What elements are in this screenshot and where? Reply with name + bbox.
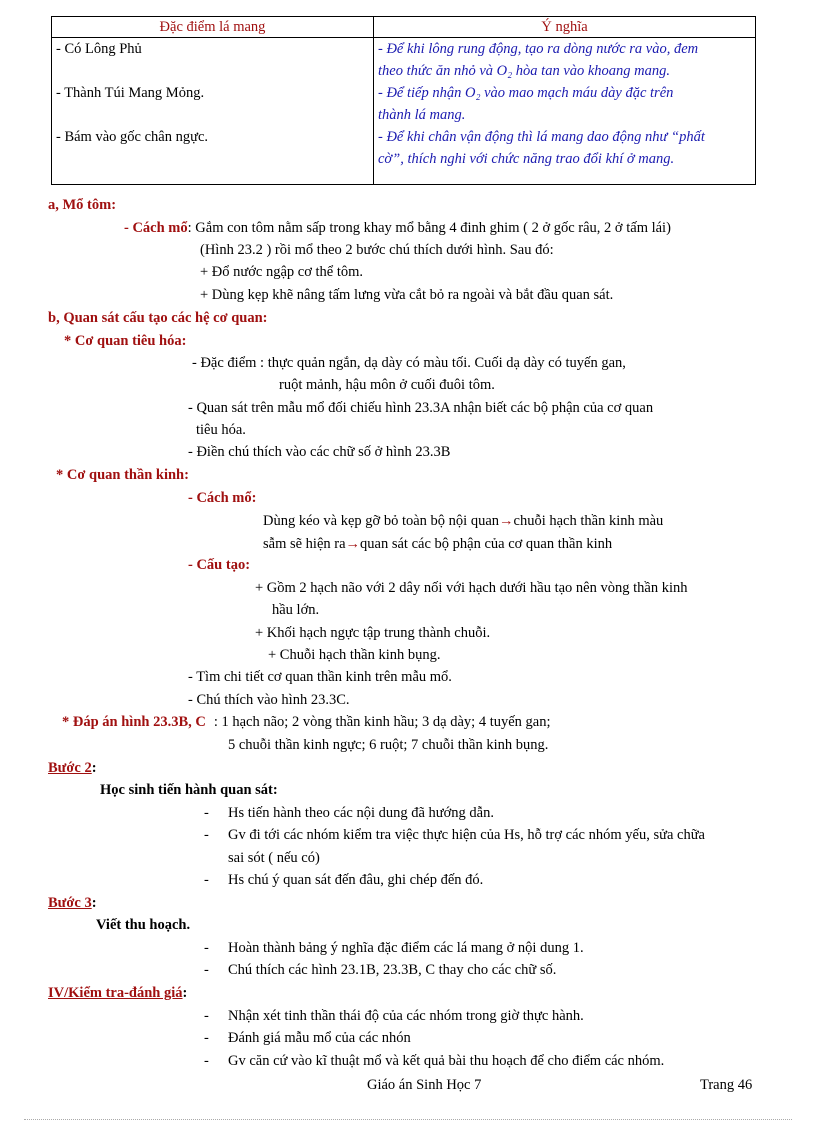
buoc2-item: Gv đi tới các nhóm kiểm tra việc thực hiện của Hs, hỗ trợ các nhóm yếu, sửa chữa bbox=[228, 827, 705, 843]
tieu-hoa-line-4: tiêu hóa. bbox=[196, 422, 246, 438]
list-dash: - bbox=[204, 872, 209, 888]
table-cell-features bbox=[52, 38, 374, 185]
list-dash: - bbox=[204, 940, 209, 956]
buoc2-item: Hs tiến hành theo các nội dung đã hướng dẫn. bbox=[228, 805, 494, 821]
footer-title: Giáo án Sinh Học 7 bbox=[367, 1077, 482, 1093]
page-number: Trang 46 bbox=[700, 1077, 753, 1093]
list-dash: - bbox=[204, 827, 209, 843]
chu-thich: - Chú thích vào hình 23.3C. bbox=[188, 692, 350, 708]
cach-mo-text-2b: quan sát các bộ phận của cơ quan thần kinh bbox=[360, 536, 613, 552]
feature-item: - Thành Túi Mang Mỏng. bbox=[56, 85, 205, 101]
tieu-hoa-line-5: - Điền chú thích vào các chữ số ở hình 23.3B bbox=[188, 444, 451, 460]
section-a-line-1 bbox=[124, 219, 671, 237]
kiem-tra-heading: IV/Kiểm tra-đánh giá bbox=[48, 985, 183, 1001]
buoc2-colon: : bbox=[91, 760, 97, 776]
than-kinh-cach-mo-label: - Cách mổ: bbox=[188, 490, 257, 506]
cach-mo-label: - Cách mổ bbox=[124, 220, 188, 236]
table-cell-meanings bbox=[374, 38, 756, 185]
buoc2-item: Hs chú ý quan sát đến đâu, ghi chép đến đó. bbox=[228, 872, 484, 888]
cau-tao-line-2: hầu lớn. bbox=[272, 602, 320, 618]
cach-mo-text: : Gắm con tôm nằm sấp trong khay mổ bằng 4 đinh ghim ( 2 ở gốc râu, 2 ở tấm lái) bbox=[187, 220, 671, 236]
kiem-tra-item: Gv căn cứ vào kĩ thuật mổ và kết quả bài thu hoạch để cho điểm các nhóm. bbox=[228, 1053, 665, 1069]
meaning-line: thành lá mang. bbox=[378, 107, 466, 123]
tieu-hoa-line-1: - Đặc điểm : thực quản ngắn, dạ dày có màu tối. Cuối dạ dày có tuyến gan, bbox=[192, 355, 626, 371]
buoc3-item: Chú thích các hình 23.1B, 23.3B, C thay cho các chữ số. bbox=[228, 962, 557, 978]
section-a-line-3: + Đổ nước ngập cơ thể tôm. bbox=[200, 264, 364, 280]
cau-tao-line-1: + Gồm 2 hạch não với 2 dây nối với hạch dưới hầu tạo nên vòng thần kinh bbox=[255, 580, 688, 596]
meaning-line: - Để khi lông rung động, tạo ra dòng nước ra vào, đem bbox=[378, 41, 699, 57]
dap-an-line-1 bbox=[62, 713, 551, 731]
buoc2-item: sai sót ( nếu có) bbox=[228, 850, 320, 866]
cau-tao-label: - Cấu tạo: bbox=[188, 557, 251, 573]
tieu-hoa-heading: * Cơ quan tiêu hóa: bbox=[64, 333, 187, 349]
cach-mo-text-1a: Dùng kéo và kẹp gỡ bỏ toàn bộ nội quan bbox=[263, 513, 500, 529]
cau-tao-line-3: + Khối hạch ngực tập trung thành chuỗi. bbox=[255, 625, 491, 641]
cach-mo-line-2 bbox=[263, 535, 612, 553]
cau-tao-line-4: + Chuỗi hạch thần kinh bụng. bbox=[268, 647, 441, 663]
meaning-line: - Để khi chân vận động thì lá mang dao động như “phất bbox=[378, 129, 705, 145]
dap-an-text-1: : 1 hạch não; 2 vòng thần kinh hầu; 3 dạ dày; 4 tuyến gan; bbox=[213, 714, 551, 730]
kiem-tra-item: Đánh giá mẫu mổ của các nhón bbox=[228, 1030, 411, 1046]
cach-mo-text-2a: sẫm sẽ hiện ra bbox=[263, 536, 346, 552]
section-a-line-4: + Dùng kẹp khẽ nâng tấm lưng vừa cắt bỏ ra ngoài và bắt đầu quan sát. bbox=[200, 287, 614, 303]
dap-an-label: * Đáp án hình 23.3B, C bbox=[62, 714, 206, 730]
section-b-heading: b, Quan sát cấu tạo các hệ cơ quan: bbox=[48, 310, 268, 326]
list-dash: - bbox=[204, 805, 209, 821]
tieu-hoa-line-2: ruột mảnh, hậu môn ở cuối đuôi tôm. bbox=[279, 377, 495, 393]
buoc3-heading: Bước 3 bbox=[48, 895, 92, 911]
table-header-meaning: Ý nghĩa bbox=[374, 17, 756, 38]
list-dash: - bbox=[204, 962, 209, 978]
table-header-feature: Đặc điểm lá mang bbox=[52, 17, 374, 38]
buoc3-item: Hoàn thành bảng ý nghĩa đặc điểm các lá mang ở nội dung 1. bbox=[228, 940, 584, 956]
feature-item: - Bám vào gốc chân ngực. bbox=[56, 129, 209, 145]
tieu-hoa-line-3: - Quan sát trên mẫu mổ đối chiếu hình 23.3A nhận biết các bộ phận của cơ quan bbox=[188, 400, 654, 416]
meaning-line: - Để tiếp nhận O₂ vào mao mạch máu dày đặc trên bbox=[378, 85, 674, 101]
kiem-tra-heading-line bbox=[48, 984, 187, 1002]
meaning-line: cờ”, thích nghi với chức năng trao đổi khí ở mang. bbox=[378, 151, 675, 167]
meaning-line: theo thức ăn nhỏ và O₂ hòa tan vào khoang mang. bbox=[378, 63, 671, 79]
cach-mo-text-1b: chuỗi hạch thần kinh màu bbox=[513, 513, 664, 529]
list-dash: - bbox=[204, 1053, 209, 1069]
cach-mo-line-1 bbox=[263, 512, 663, 530]
arrow-icon: → bbox=[345, 536, 361, 552]
buoc2-heading-line bbox=[48, 759, 97, 777]
buoc3-colon: : bbox=[91, 895, 97, 911]
buoc2-sub: Học sinh tiến hành quan sát: bbox=[100, 782, 278, 798]
arrow-icon: → bbox=[499, 513, 514, 529]
gill-features-table bbox=[51, 16, 756, 185]
section-a-heading: a, Mổ tôm: bbox=[48, 197, 117, 213]
section-a-line-2: (Hình 23.2 ) rồi mổ theo 2 bước chú thích dưới hình. Sau đó: bbox=[200, 242, 554, 258]
dap-an-line-2: 5 chuỗi thần kinh ngực; 6 ruột; 7 chuỗi thần kinh bụng. bbox=[228, 737, 549, 753]
feature-item: - Có Lông Phủ bbox=[56, 41, 142, 57]
list-dash: - bbox=[204, 1030, 209, 1046]
buoc3-sub: Viết thu hoạch. bbox=[96, 917, 191, 933]
kiem-tra-item: Nhận xét tinh thần thái độ của các nhóm trong giờ thực hành. bbox=[228, 1008, 584, 1024]
buoc3-heading-line bbox=[48, 894, 97, 912]
than-kinh-heading: * Cơ quan thần kinh: bbox=[56, 467, 189, 483]
kiem-tra-colon: : bbox=[182, 985, 188, 1001]
footer-divider bbox=[24, 1119, 792, 1120]
tim-chi-tiet: - Tìm chi tiết cơ quan thần kinh trên mẫu mổ. bbox=[188, 669, 452, 685]
list-dash: - bbox=[204, 1008, 209, 1024]
buoc2-heading: Bước 2 bbox=[48, 760, 92, 776]
